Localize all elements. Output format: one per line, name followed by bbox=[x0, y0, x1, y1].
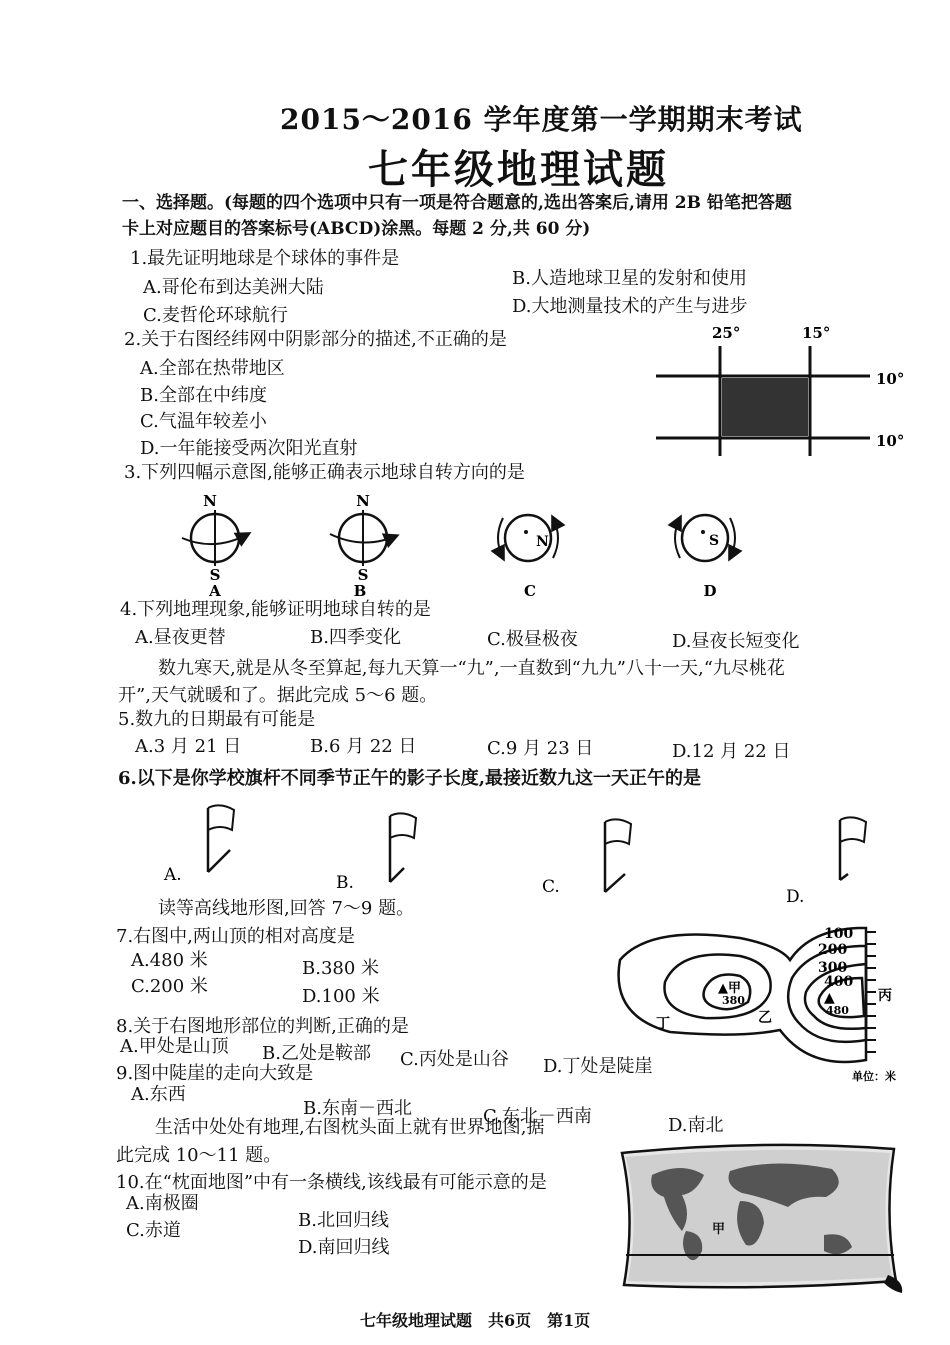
q2-option-c: C.气温年较差小 bbox=[140, 411, 267, 432]
q5-stem: 5.数九的日期最有可能是 bbox=[118, 709, 316, 730]
q2-stem: 2.关于右图经纬网中阴影部分的描述,不正确的是 bbox=[124, 329, 507, 350]
q6-flagpole-figure bbox=[150, 800, 900, 910]
section1-instructions-line2: 卡上对应题目的答案标号(ABCD)涂黑。每题 2 分,共 60 分) bbox=[122, 219, 591, 239]
q4-option-b: B.四季变化 bbox=[310, 627, 401, 648]
svg-text:400: 400 bbox=[824, 974, 854, 990]
rotation-diagram-b bbox=[330, 492, 396, 600]
svg-text:A.: A. bbox=[164, 865, 182, 885]
q9-option-a: A.东西 bbox=[131, 1084, 186, 1105]
q7-option-b: B.380 米 bbox=[302, 958, 380, 979]
passage-5-6-line1: 数九寒天,就是从冬至算起,每九天算一“九”,一直数到“九九”八十一天,“九尽桃花 bbox=[158, 658, 785, 679]
q8-option-a: A.甲处是山顶 bbox=[120, 1036, 229, 1057]
svg-text:N: N bbox=[203, 492, 217, 510]
passage-7-9: 读等高线地形图,回答 7～9 题。 bbox=[158, 898, 415, 919]
q5-option-a: A.3 月 21 日 bbox=[135, 736, 242, 757]
q2-option-a: A.全部在热带地区 bbox=[140, 358, 285, 379]
flagpole-c bbox=[542, 819, 631, 897]
svg-text:300: 300 bbox=[818, 960, 848, 976]
q8-option-b: B.乙处是鞍部 bbox=[262, 1043, 371, 1064]
svg-text:480: 480 bbox=[826, 1004, 849, 1017]
rotation-diagram-d bbox=[675, 515, 735, 600]
q4-option-c: C.极昼极夜 bbox=[487, 629, 578, 650]
q4-stem: 4.下列地理现象,能够证明地球自转的是 bbox=[120, 599, 431, 620]
q7-option-a: A.480 米 bbox=[131, 950, 208, 971]
page-footer: 七年级地理试题 共6页 第1页 bbox=[360, 1311, 591, 1330]
contour-map-figure bbox=[610, 920, 910, 1085]
q1-option-a: A.哥伦布到达美洲大陆 bbox=[143, 277, 324, 298]
section1-instructions-line1: 一、选择题。(每题的四个选项中只有一项是符合题意的,选出答案后,请用 2B 铅笔把答题 bbox=[122, 193, 792, 213]
svg-text:B.: B. bbox=[336, 873, 354, 893]
q1-stem: 1.最先证明地球是个球体的事件是 bbox=[130, 248, 400, 269]
q4-option-d: D.昼夜长短变化 bbox=[672, 631, 800, 652]
q9-option-d: D.南北 bbox=[668, 1115, 724, 1136]
flagpole-a bbox=[163, 805, 234, 885]
q8-option-d: D.丁处是陡崖 bbox=[543, 1056, 653, 1077]
q5-option-b: B.6 月 22 日 bbox=[310, 736, 417, 757]
peak-jia: ▲甲 bbox=[718, 981, 741, 996]
q1-option-b: B.人造地球卫星的发射和使用 bbox=[512, 268, 747, 289]
svg-text:N: N bbox=[536, 534, 549, 550]
svg-text:380: 380 bbox=[722, 994, 745, 1007]
q10-option-d: D.南回归线 bbox=[298, 1237, 390, 1258]
q5-option-d: D.12 月 22 日 bbox=[672, 741, 791, 762]
svg-text:S: S bbox=[209, 566, 221, 584]
passage-10-11-line1: 生活中处处有地理,右图枕头面上就有世界地图,据 bbox=[155, 1117, 545, 1138]
q9-option-b: B.东南－西北 bbox=[303, 1098, 412, 1119]
rotation-diagram-c bbox=[498, 515, 558, 600]
q6-stem: 6.以下是你学校旗杆不同季节正午的影子长度,最接近数九这一天正午的是 bbox=[118, 768, 702, 789]
pillow-map-figure bbox=[612, 1135, 912, 1295]
q10-stem: 10.在“枕面地图”中有一条横线,该线最有可能示意的是 bbox=[116, 1172, 547, 1193]
svg-text:B: B bbox=[353, 582, 367, 600]
peak-second-icon: ▲ bbox=[824, 990, 835, 1006]
q9-option-c: C.东北－西南 bbox=[483, 1106, 592, 1127]
lon-label-right: 15° bbox=[802, 324, 831, 342]
q2-graticule-figure bbox=[650, 318, 910, 458]
cliff-symbol bbox=[866, 932, 876, 1052]
q8-stem: 8.关于右图地形部位的判断,正确的是 bbox=[116, 1016, 409, 1037]
q7-stem: 7.右图中,两山顶的相对高度是 bbox=[116, 926, 355, 947]
q2-option-d: D.一年能接受两次阳光直射 bbox=[140, 438, 358, 459]
svg-text:N: N bbox=[356, 492, 370, 510]
q1-option-d: D.大地测量技术的产生与进步 bbox=[512, 296, 748, 317]
q5-option-c: C.9 月 23 日 bbox=[487, 738, 594, 759]
q7-option-c: C.200 米 bbox=[131, 976, 208, 997]
q10-option-c: C.赤道 bbox=[126, 1220, 181, 1241]
svg-text:A: A bbox=[209, 582, 221, 600]
svg-text:S: S bbox=[709, 533, 720, 549]
svg-text:100: 100 bbox=[824, 926, 854, 942]
label-bing: 丙 bbox=[878, 988, 892, 1004]
svg-text:S: S bbox=[357, 566, 369, 584]
exam-title-year: 2015～2016 学年度第一学期期末考试 bbox=[280, 103, 803, 136]
label-ding: 丁 bbox=[656, 1016, 670, 1032]
q3-rotation-figure bbox=[160, 488, 760, 600]
flagpole-b bbox=[336, 813, 416, 893]
flagpole-d bbox=[786, 817, 866, 907]
passage-5-6-line2: 开”,天气就暖和了。据此完成 5～6 题。 bbox=[118, 685, 438, 706]
q2-option-b: B.全部在中纬度 bbox=[140, 385, 267, 406]
svg-text:D: D bbox=[703, 582, 717, 600]
q9-stem: 9.图中陡崖的走向大致是 bbox=[116, 1063, 314, 1084]
q1-option-c: C.麦哲伦环球航行 bbox=[143, 305, 288, 326]
svg-text:C.: C. bbox=[542, 877, 560, 897]
q10-option-b: B.北回归线 bbox=[298, 1210, 389, 1231]
lat-label-bottom: 10° bbox=[876, 432, 905, 450]
rotation-diagram-a bbox=[182, 492, 248, 600]
pillow-tassel bbox=[884, 1275, 902, 1293]
lon-label-left: 25° bbox=[712, 324, 741, 342]
q7-option-d: D.100 米 bbox=[302, 986, 380, 1007]
q10-option-a: A.南极圈 bbox=[126, 1193, 199, 1214]
svg-text:200: 200 bbox=[818, 942, 848, 958]
lat-label-top: 10° bbox=[876, 370, 905, 388]
label-yi: 乙 bbox=[758, 1010, 772, 1026]
q4-option-a: A.昼夜更替 bbox=[135, 627, 226, 648]
exam-title-subject: 七年级地理试题 bbox=[368, 146, 669, 193]
q8-option-c: C.丙处是山谷 bbox=[400, 1049, 509, 1070]
svg-text:C: C bbox=[524, 582, 536, 600]
q3-stem: 3.下列四幅示意图,能够正确表示地球自转方向的是 bbox=[124, 462, 525, 483]
pillow-label-jia: 甲 bbox=[712, 1222, 726, 1237]
map-unit: 单位：米 bbox=[852, 1070, 896, 1083]
svg-text:D.: D. bbox=[786, 887, 805, 907]
graticule-shaded-area bbox=[722, 378, 808, 436]
passage-10-11-line2: 此完成 10～11 题。 bbox=[116, 1145, 282, 1166]
